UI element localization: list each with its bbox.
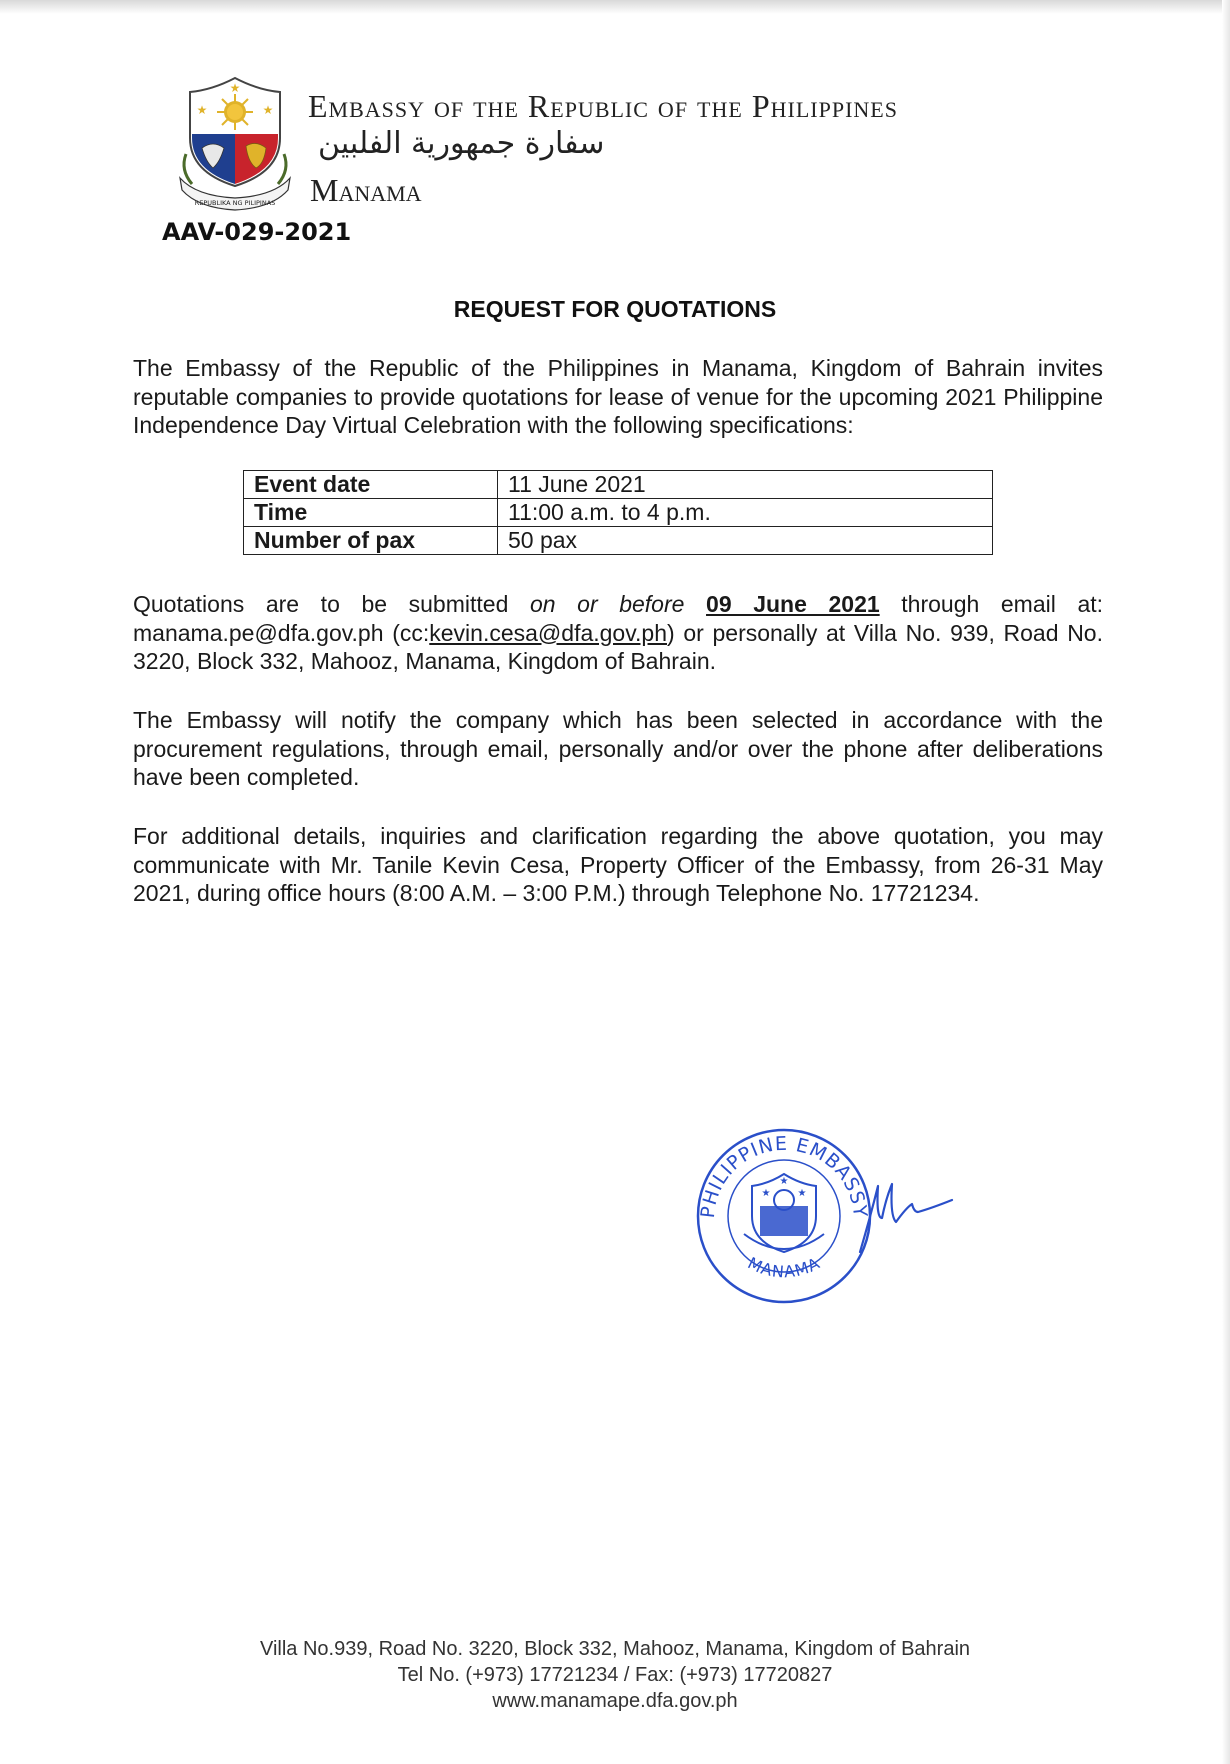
spec-value: 50 pax <box>498 527 993 555</box>
table-row <box>244 471 993 499</box>
svg-text:MANAMA <box>745 1253 824 1281</box>
specifications-table <box>243 470 993 555</box>
submission-tail: ) or personally at Villa No. 939, Road No. 3220, Block 332, Mahooz, Manama, Kingdom of Bahrain. <box>133 619 1103 674</box>
footer-website[interactable]: www.manamape.dfa.gov.ph <box>492 1690 738 1712</box>
footer-phones: Tel No. (+973) 17721234 / Fax: (+973) 17720827 <box>397 1664 833 1686</box>
document-title: REQUEST FOR QUOTATIONS <box>453 296 777 322</box>
scan-edge <box>1222 0 1230 1764</box>
reference-number: AAV-029-2021 <box>162 218 352 246</box>
footer-address: Villa No.939, Road No. 3220, Block 332, Mahooz, Manama, Kingdom of Bahrain <box>259 1638 971 1660</box>
svg-text:★: ★ <box>797 1188 807 1199</box>
city-name-text: Manama <box>310 172 422 208</box>
cc-email-link[interactable]: kevin.cesa@dfa.gov.ph <box>429 619 667 646</box>
svg-text:★: ★ <box>229 81 241 95</box>
spec-label: Number of pax <box>244 527 498 555</box>
stamp-top-text: PHILIPPINE EMBASSY <box>696 1132 872 1220</box>
notify-paragraph: The Embassy will notify the company which has been selected in accordance with the procurement regulations, through email, personally and/or over the phone after deliberations have been completed. <box>133 707 1103 790</box>
philippine-seal-icon <box>176 74 294 214</box>
city-name <box>310 172 422 209</box>
embassy-name <box>308 88 898 125</box>
table-row <box>244 499 993 527</box>
deadline-date: 09 June 2021 <box>706 591 880 617</box>
spec-value: 11 June 2021 <box>498 471 993 499</box>
embassy-name-text: Embassy of the Republic of the Philippines <box>308 88 898 124</box>
submission-paragraph <box>133 590 1103 676</box>
spec-label: Event date <box>244 471 498 499</box>
contact-paragraph: For additional details, inquiries and clarification regarding the above quotation, you may communicate with Mr. Tanile Kevin Cesa, Property Officer of the Embassy, from 26-31 May 2021, during office hours (8:00 A.M. – 3:00 P.M.) through Telephone No. 17721234. <box>133 823 1103 906</box>
embassy-name-arabic: سفارة جمهورية الفلبين <box>318 126 605 161</box>
spec-label: Time <box>244 499 498 527</box>
footer <box>0 1636 1230 1714</box>
signature-icon <box>856 1178 956 1260</box>
svg-text:★: ★ <box>779 1176 789 1187</box>
svg-text:★: ★ <box>196 103 208 117</box>
stamp-bottom-text: MANAMA <box>744 1253 824 1282</box>
embassy-stamp-icon <box>692 1124 876 1308</box>
spec-value: 11:00 a.m. to 4 p.m. <box>498 499 993 527</box>
svg-text:★: ★ <box>761 1188 771 1199</box>
submission-mid: through email at: manama.pe@dfa.gov.ph (cc: <box>133 591 1104 646</box>
scan-edge <box>0 0 1230 14</box>
deadline-prefix: on or before <box>529 591 685 617</box>
svg-text:REPUBLIKA NG PILIPINAS: REPUBLIKA NG PILIPINAS <box>194 199 276 207</box>
svg-text:★: ★ <box>262 103 274 117</box>
table-row <box>244 527 993 555</box>
intro-paragraph: The Embassy of the Republic of the Philippines in Manama, Kingdom of Bahrain invites reputable companies to provide quotations for lease of venue for the upcoming 2021 Philippine Independence Day Virtual Celebration with the following specifications: <box>133 355 1103 438</box>
submission-lead: Quotations are to be submitted <box>133 591 509 617</box>
